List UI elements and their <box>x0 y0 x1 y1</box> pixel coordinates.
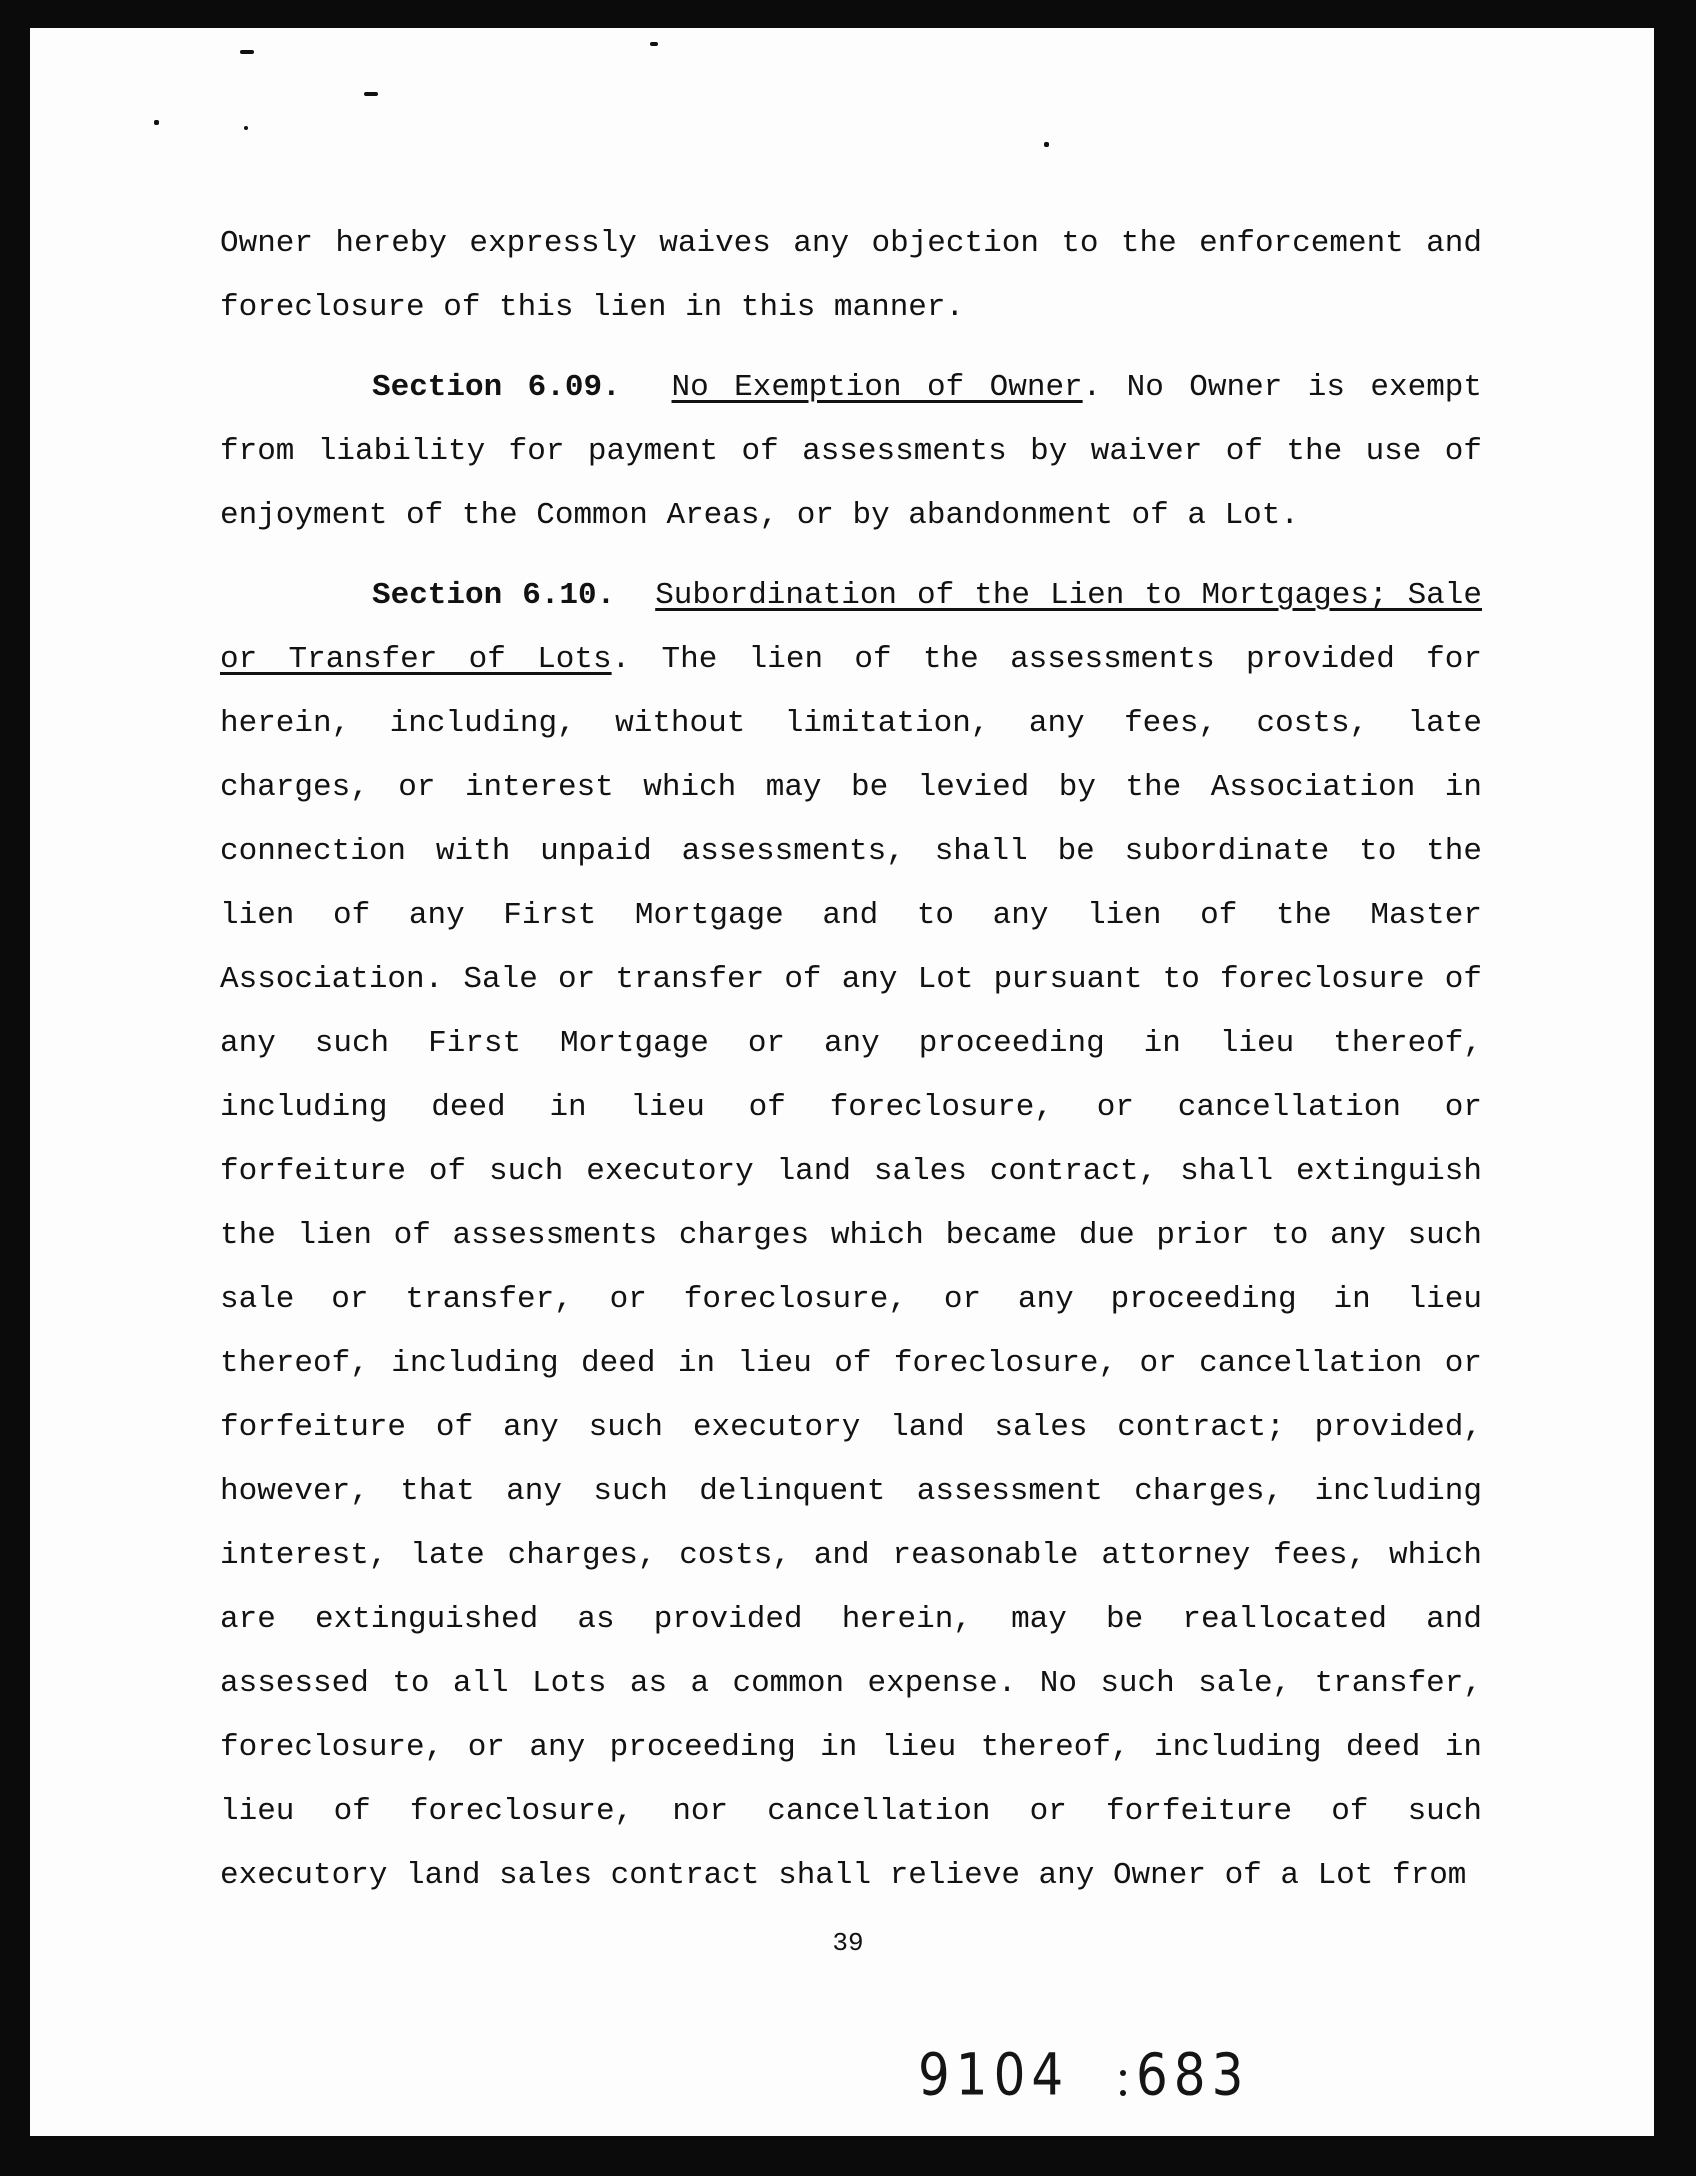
section-number: Section 6.10. <box>372 578 616 613</box>
section-title: Subordination of the Lien to Mortgages; Sale or Transfer of Lots <box>220 578 1482 677</box>
scan-speck <box>154 120 159 125</box>
paragraph-text: Owner hereby expressly waives any objection to the enforcement and foreclosure of this lien in this manner. <box>220 226 1482 325</box>
section-number: Section 6.09. <box>372 370 621 405</box>
page-number: 39 <box>832 1928 864 1958</box>
stamp-separator-dot <box>1120 2090 1126 2096</box>
section-body: . No Owner is exempt from liability for payment of assessments by waiver of the use of enjoyment of the Common Areas, or by abandonment of a Lot. <box>220 370 1482 533</box>
recording-stamp-book: 9104 <box>918 2041 1070 2109</box>
section-6-10 <box>220 564 1482 1908</box>
recording-stamp-page: 683 <box>1136 2041 1250 2109</box>
section-6-09 <box>220 356 1482 548</box>
scan-speck <box>1044 142 1049 147</box>
scan-speck <box>364 92 378 96</box>
scan-speck <box>244 126 248 130</box>
section-body: . The lien of the assessments provided for herein, including, without limitation, any fees, costs, late charges, or interest which may be levied by the Association in connection with unpaid assessments, shall be subordinate to the lien of any First Mortgage and to any lien of the Master Association. Sale or transfer of any Lot pursuant to foreclosure of any such First Mortgage or any proceeding in lieu thereof, including deed in lieu of foreclosure, or cancellation or forfeiture of such executory land sales contract, shall extinguish the lien of assessments charges which became due prior to any such sale or transfer, or foreclosure, or any proceeding in lieu thereof, including deed in lieu of foreclosure, or cancellation or forfeiture of any such executory land sales contract; provided, however, that any such delinquent assessment charges, including interest, late charges, costs, and reasonable attorney fees, which are extinguished as provided herein, may be reallocated and assessed to all Lots as a common expense. No such sale, transfer, foreclosure, or any proceeding in lieu thereof, including deed in lieu of foreclosure, nor cancellation or forfeiture of such executory land sales contract shall relieve any Owner of a Lot from <box>220 642 1482 1893</box>
scan-speck <box>650 42 658 46</box>
stamp-separator-dot <box>1120 2070 1126 2076</box>
document-body <box>220 212 1482 1924</box>
scan-speck <box>240 50 254 54</box>
section-title: No Exemption of Owner <box>671 370 1083 405</box>
paragraph-continuation <box>220 212 1482 340</box>
